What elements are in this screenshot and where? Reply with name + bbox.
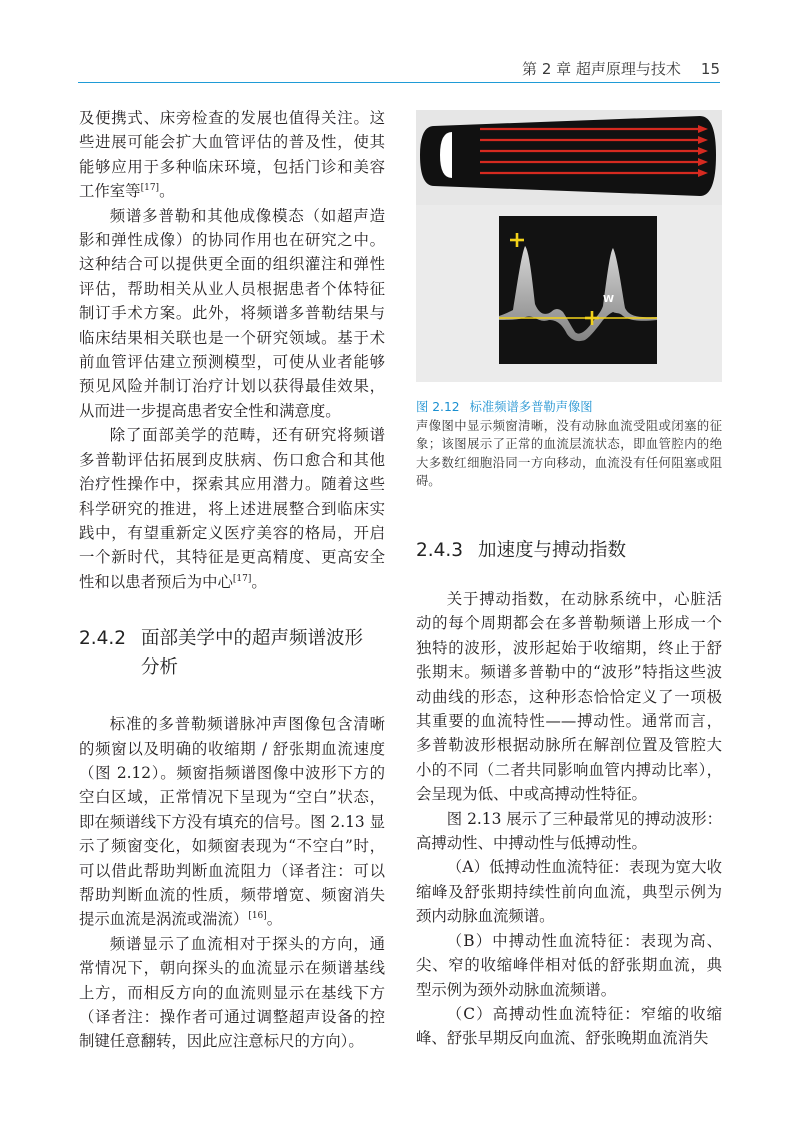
paragraph (79, 106, 385, 204)
paragraph: （A）低搏动性血流特征：表现为宽大收缩峰及舒张期持续性前向血流，典型示例为颈内动脉血流频谱。 (416, 858, 722, 926)
paragraph-text: 及便携式、床旁检查的发展也值得关注。这些进展可能会扩大血管评估的普及性，使其能够应用于多种临床环境，包括门诊和美容工作室等 (79, 109, 385, 201)
section-heading-2-4-2 (79, 624, 385, 682)
citation: [17] (140, 183, 160, 194)
chapter-title: 第 2 章 超声原理与技术 (522, 60, 681, 78)
header-rule (78, 82, 720, 83)
paragraph-text: 除了面部美学的范畴，还有研究将频谱多普勒评估拓展到皮肤病、伤口愈合和其他治疗性操作中，探索其应用潜力。随着这些科学研究的推进，将上述进展整合到临床实践中，有望重新定义医疗美容的格局，开启一个新时代，其特征是更高精度、更高安全性和以患者预后为中心 (79, 426, 385, 591)
paragraph: （B）中搏动性血流特征：表现为高、尖、窄的收缩峰伴相对低的舒张期血流，典型示例为颈外动脉血流频谱。 (416, 931, 722, 999)
paragraph-text: 标准的多普勒频谱脉冲声图像包含清晰的频窗以及明确的收缩期 / 舒张期血流速度（图 2.12）。频窗指频谱图像中波形下方的空白区域，正常情况下呈现为“空白”状态，即在频谱线下方没有填充的信号。图 2.13 显示了频窗变化，如频窗表现为“不空白”时，可以借此帮助判断血流阻力（译者注：可以帮助判断血流的性质，频带增宽、频窗消失提示血流是涡流或湍流） (79, 715, 385, 929)
paragraph (79, 712, 385, 932)
section-number: 2.4.2 (79, 628, 127, 650)
vessel-flow-illustration (416, 110, 722, 205)
right-column (416, 536, 722, 1051)
section-number: 2.4.3 (416, 540, 464, 561)
citation: [17] (232, 573, 252, 584)
section-title-continued: 分析 (141, 657, 179, 679)
caption-title (416, 398, 722, 417)
caption-text: 声像图中显示频窗清晰，没有动脉血流受阻或闭塞的征象；该图展示了正常的血流层流状态，即血管腔内的绝大多数红细胞沿同一方向移动，血流没有任何阻塞或阻碍。 (416, 418, 722, 489)
paragraph: 图 2.13 展示了三种最常见的搏动波形：高搏动性、中搏动性与低搏动性。 (416, 809, 722, 853)
section-title: 加速度与搏动指数 (478, 540, 627, 561)
paragraph: 关于搏动指数，在动脉系统中，心脏活动的每个周期都会在多普勒频谱上形成一个独特的波形，波形起始于收缩期，终止于舒张期末。频谱多普勒中的“波形”特指这些波动曲线的形态，这种形态恰恰定义了一项极其重要的血流特性——搏动性。通常而言，多普勒波形根据动脉所在解剖位置及管腔大小的不同（二者共同影响血管内搏动比率），会呈现为低、中或高搏动性特征。 (416, 590, 722, 804)
figure-title: 标准频谱多普勒声像图 (469, 400, 593, 414)
paragraph: 频谱显示了血流相对于探头的方向，通常情况下，朝向探头的血流显示在频谱基线上方，而相反方向的血流则显示在基线下方（译者注：操作者可通过调整超声设备的控制键任意翻转，因此应注意标尺的方向）。 (79, 934, 385, 1051)
doppler-spectrum-image (499, 216, 657, 364)
figure-label: 图 2.12 (416, 400, 460, 414)
paragraph: 频谱多普勒和其他成像模态（如超声造影和弹性成像）的协同作用也在研究之中。这种结合可以提供更全面的组织灌注和弹性评估，帮助相关从业人员根据患者个体特征制订手术方案。此外，将频谱多普勒结果与临床结果相关联也是一个研究领域。基于术前血管评估建立预测模型，可使从业者能够预见风险并制订治疗计划以获得最佳效果，从而进一步提高患者安全性和满意度。 (79, 206, 385, 420)
left-column (79, 106, 385, 1054)
page-number: 15 (700, 60, 720, 78)
paragraph-end: 。 (159, 182, 175, 201)
citation: [16] (248, 911, 267, 922)
paragraph-end: 。 (251, 572, 267, 591)
figure-2-12 (416, 110, 722, 382)
w-label: W (603, 294, 615, 305)
section-title: 面部美学中的超声频谱波形 (141, 628, 364, 650)
paragraph (79, 423, 385, 594)
paragraph: （C）高搏动性血流特征：窄缩的收缩峰、舒张早期反向血流、舒张晚期血流消失 (416, 1004, 722, 1048)
header-text (522, 58, 720, 79)
figure-caption (416, 398, 722, 491)
paragraph-end: 。 (266, 910, 283, 929)
running-header (78, 58, 720, 80)
section-heading-2-4-3 (416, 536, 722, 565)
